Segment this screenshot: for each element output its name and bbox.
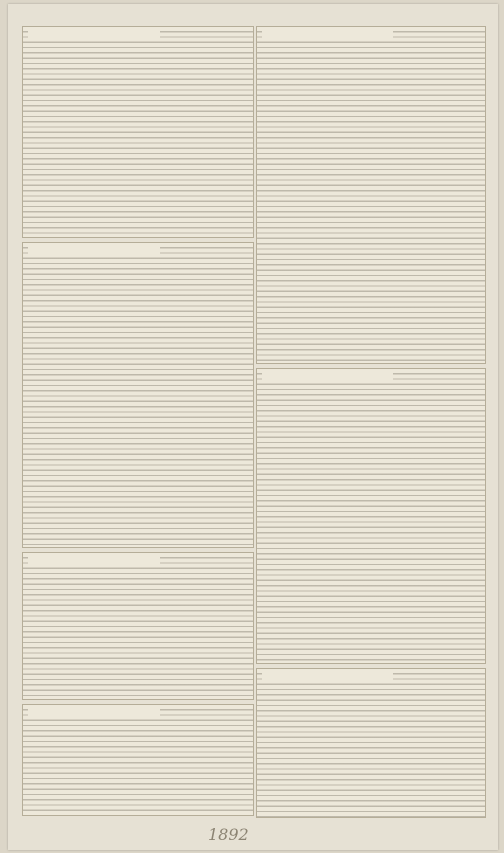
news-clipping	[22, 552, 254, 700]
news-clipping	[22, 704, 254, 816]
clipping-heading	[28, 30, 160, 39]
clipping-heading	[28, 708, 160, 717]
clipping-heading	[262, 672, 393, 681]
clipping-heading	[28, 246, 160, 255]
handwritten-year: 1892	[208, 825, 249, 844]
news-clipping	[256, 368, 486, 664]
news-clipping	[22, 242, 254, 548]
scrapbook-page	[8, 4, 498, 850]
news-clipping	[256, 26, 486, 364]
news-clipping	[256, 668, 486, 818]
news-clipping	[22, 26, 254, 238]
clipping-heading	[28, 556, 160, 565]
clipping-heading	[262, 30, 393, 39]
clipping-heading	[262, 372, 393, 381]
